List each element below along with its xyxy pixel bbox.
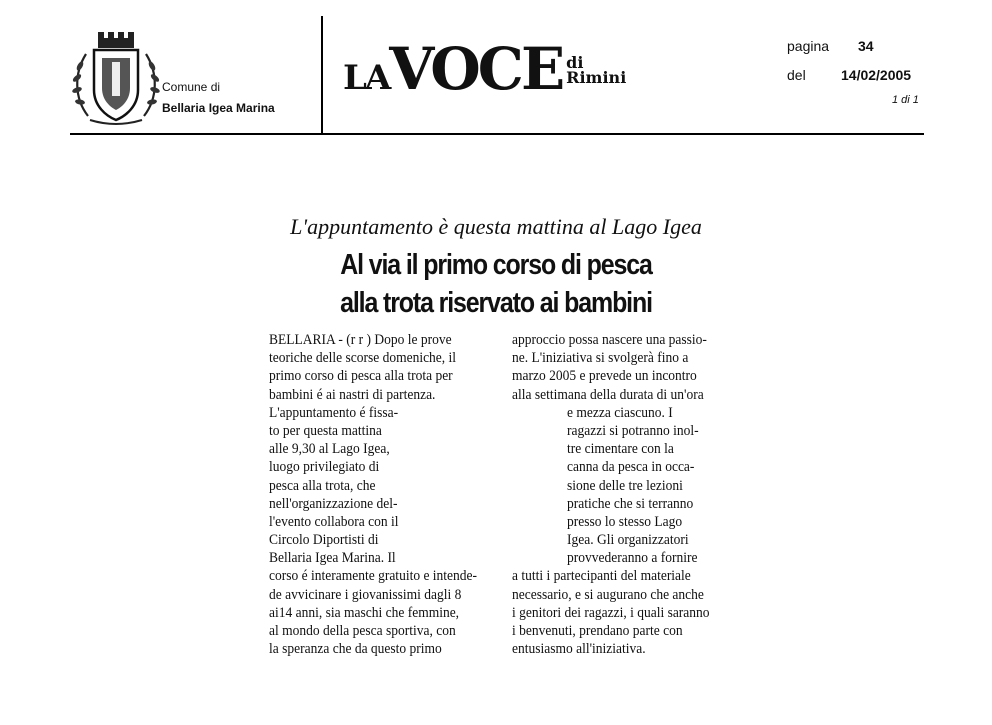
- article-text-line: i benvenuti, prendano parte con: [512, 623, 683, 639]
- article-text-line: approccio possa nascere una passio-: [512, 332, 707, 348]
- article-text-line: pratiche che si terranno: [567, 495, 694, 512]
- article-text-line: nell'organizzazione del-: [269, 495, 398, 512]
- article-text-line: luogo privilegiato di: [269, 459, 380, 476]
- article-text-line: e mezza ciascuno. I: [567, 404, 673, 421]
- masthead-rimini: Rimini: [566, 68, 627, 87]
- article-text-line: pesca alla trota, che: [269, 477, 376, 494]
- comune-name: Bellaria Igea Marina: [162, 101, 275, 115]
- article-text-line: presso lo stesso Lago: [567, 513, 683, 530]
- masthead-voce: VOCE: [389, 35, 563, 103]
- date-label: del: [787, 67, 806, 83]
- article-text-line: primo corso di pesca alla trota per: [269, 368, 453, 385]
- article-text-line: bambini é ai nastri di partenza.: [269, 386, 436, 403]
- masthead-di: di: [566, 53, 584, 72]
- article-text-line: l'evento collabora con il: [269, 513, 399, 530]
- article-text-line: to per questa mattina: [269, 422, 382, 439]
- municipal-crest-icon: [68, 28, 164, 130]
- article-text-line: sione delle tre lezioni: [567, 477, 683, 494]
- article-text-line: entusiasmo all'iniziativa.: [512, 641, 646, 658]
- article-text-line: BELLARIA - (r r ) Dopo le prove: [269, 332, 452, 348]
- headline-line: alla trota riservato ai bambini: [340, 287, 652, 319]
- article-text-line: Igea. Gli organizzatori: [567, 532, 689, 549]
- article-text-line: ai14 anni, sia maschi che femmine,: [269, 604, 460, 621]
- article-text-line: tre cimentare con la: [567, 441, 674, 458]
- article-text-line: a tutti i partecipanti del materiale: [512, 568, 691, 585]
- page-number: 34: [858, 38, 874, 54]
- header-rule: [70, 133, 924, 135]
- page-count: 1 di 1: [892, 94, 919, 106]
- article-text-line: marzo 2005 e prevede un incontro: [512, 368, 697, 385]
- article-column-left: [269, 331, 487, 658]
- article-text-line: ragazzi si potranno inol-: [567, 422, 699, 439]
- article-text-line: ne. L'iniziativa si svolgerà fino a: [512, 350, 689, 367]
- article-text-line: al mondo della pesca sportiva, con: [269, 623, 456, 639]
- article-text-line: necessario, e si augurano che anche: [512, 586, 704, 603]
- article-text-line: de avvicinare i giovanissimi dagli 8: [269, 586, 462, 603]
- headline-line: Al via il primo corso di pesca: [340, 249, 652, 281]
- article-text-line: alla settimana della durata di un'ora: [512, 386, 704, 403]
- masthead-la: LA: [343, 58, 390, 98]
- article-kicker: L'appuntamento è questa mattina al Lago Igea: [290, 214, 702, 239]
- article-text-line: canna da pesca in occa-: [567, 459, 695, 476]
- article-column-right: [512, 331, 732, 658]
- article-text-line: Circolo Diportisti di: [269, 532, 379, 549]
- article-text-line: provvederanno a fornire: [567, 550, 698, 567]
- article-headline: [69, 246, 922, 322]
- masthead-subtitle: [566, 55, 626, 85]
- article-text-line: teoriche delle scorse domeniche, il: [269, 350, 457, 367]
- article-text-line: alle 9,30 al Lago Igea,: [269, 441, 390, 458]
- press-clipping-header: [0, 0, 992, 140]
- header-divider: [321, 16, 323, 134]
- comune-label: Comune di: [162, 80, 221, 94]
- article-text-line: i genitori dei ragazzi, i quali saranno: [512, 604, 710, 621]
- article-text-line: la speranza che da questo primo: [269, 641, 442, 658]
- newspaper-masthead: [343, 35, 627, 103]
- date-value: 14/02/2005: [841, 67, 912, 83]
- page-label: pagina: [787, 38, 830, 54]
- article-text-line: L'appuntamento é fissa-: [269, 404, 399, 421]
- article-text-line: Bellaria Igea Marina. Il: [269, 550, 396, 567]
- article-text-line: corso é interamente gratuito e intende-: [269, 568, 478, 585]
